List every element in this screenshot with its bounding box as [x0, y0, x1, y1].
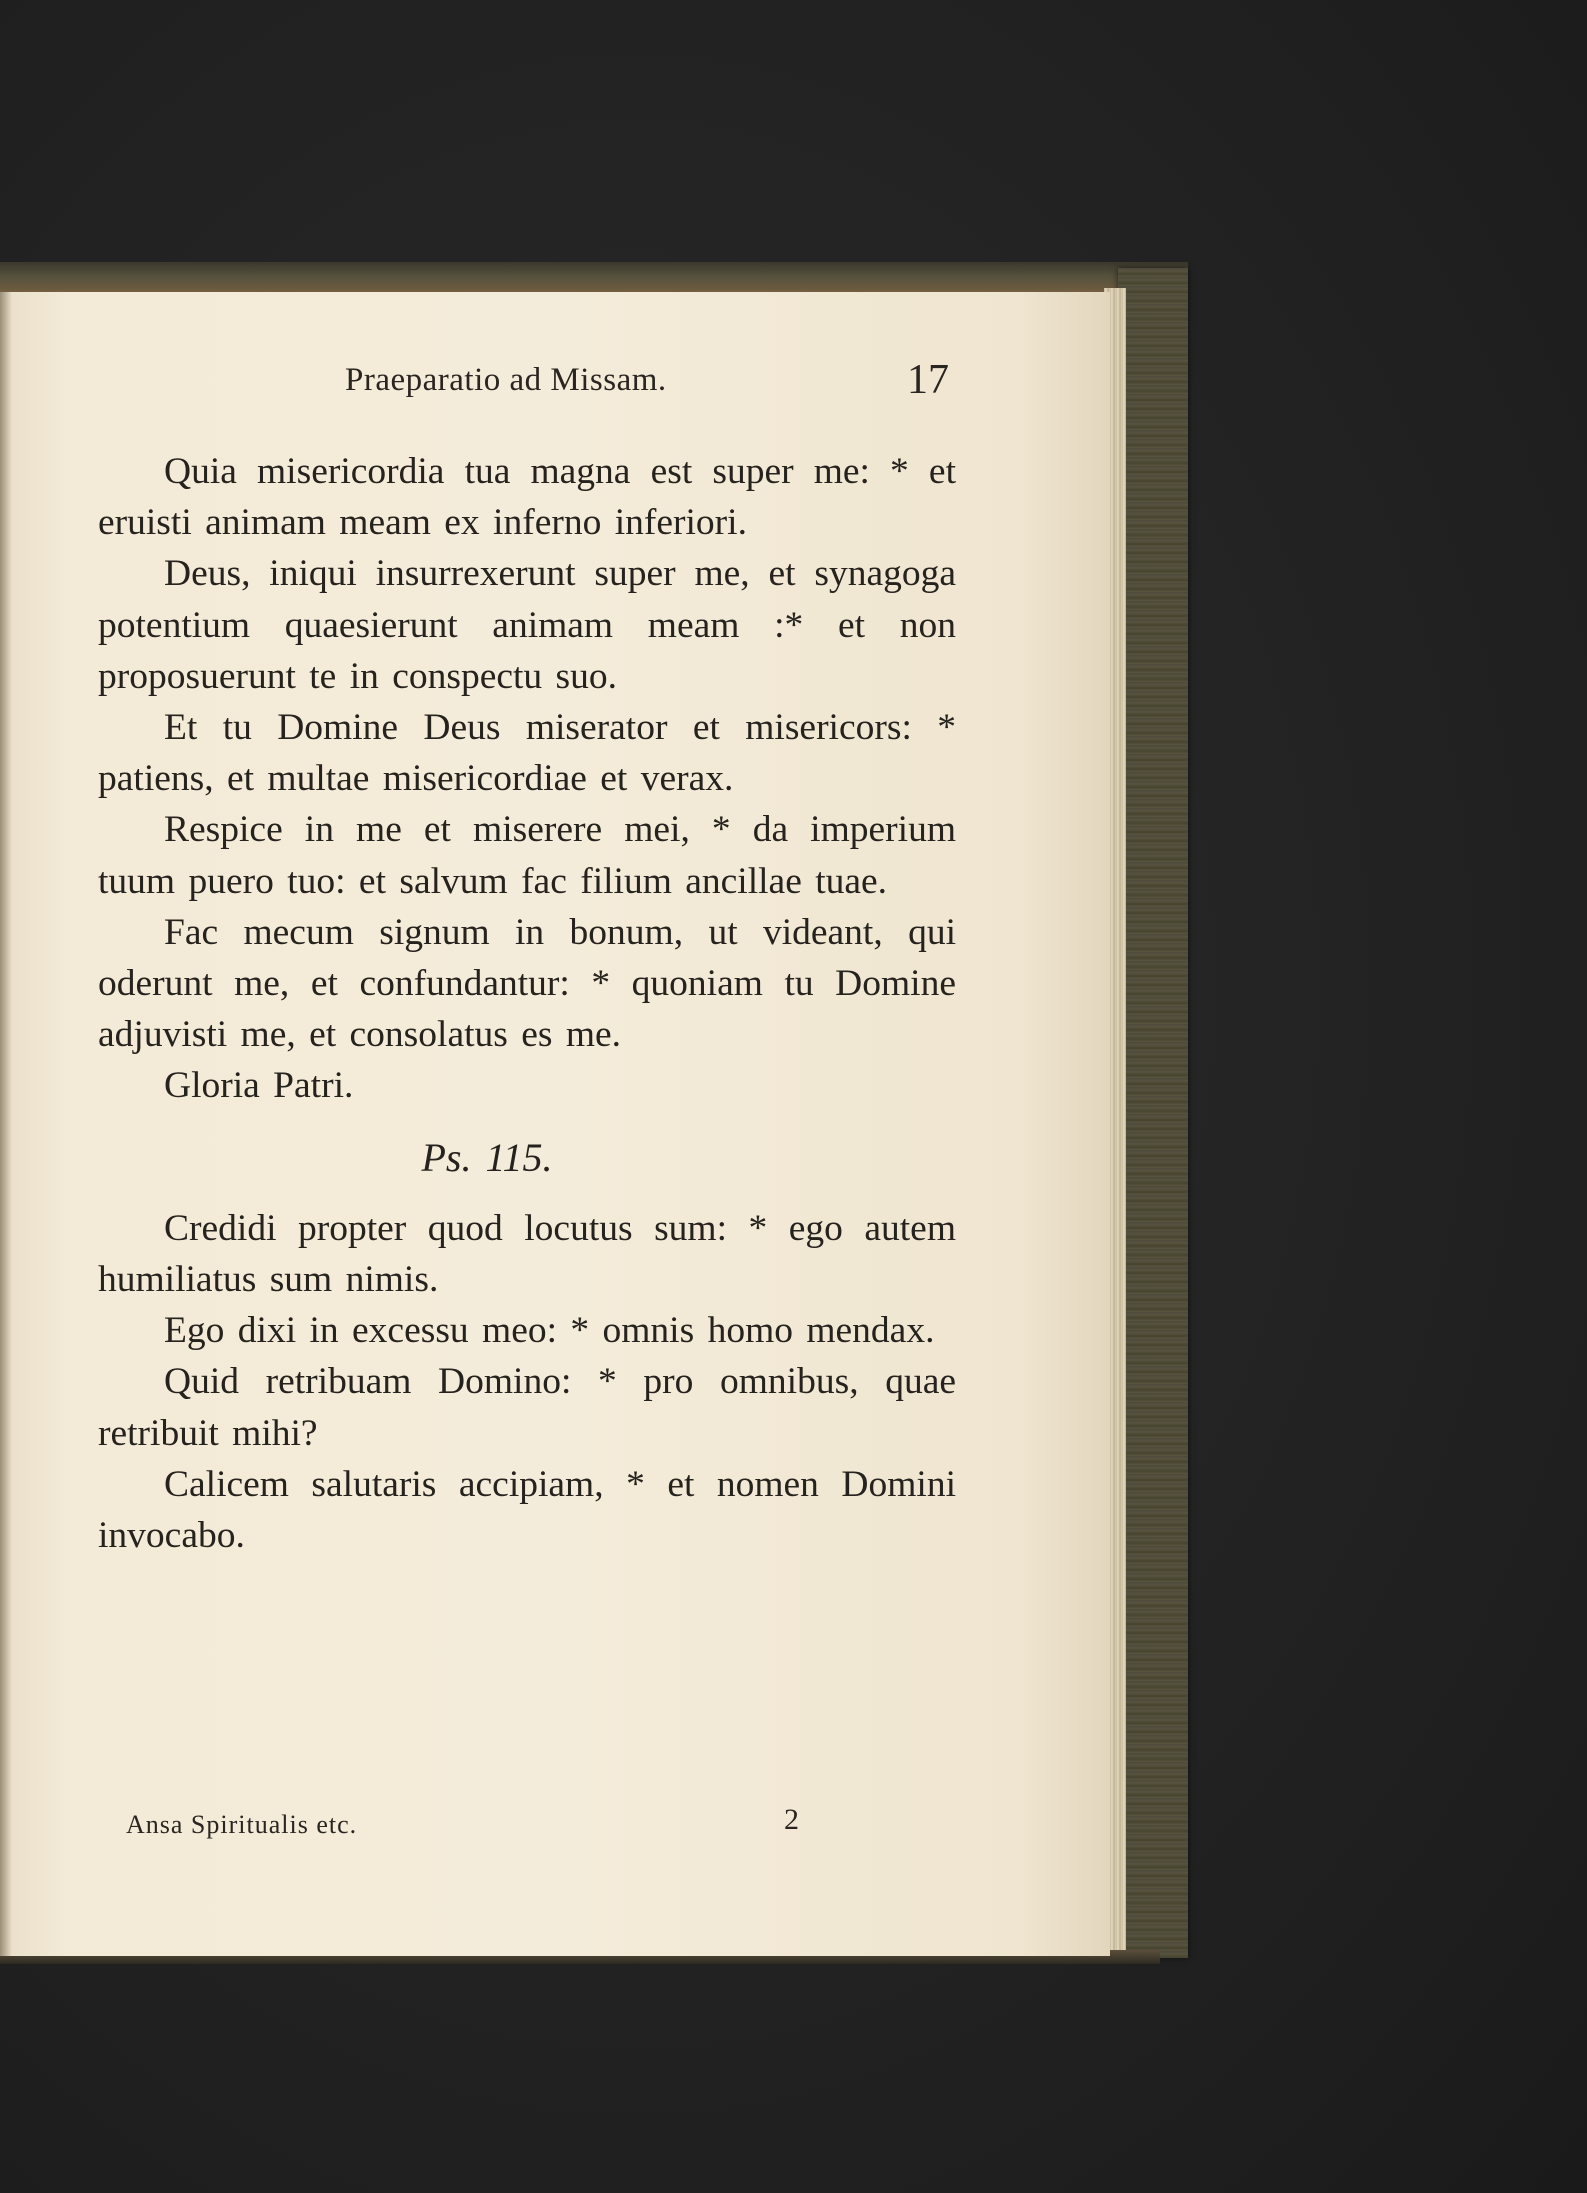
verse: Calicem salutaris accipiam, * et nomen Domini invocabo.	[98, 1463, 956, 1557]
page-number: 17	[907, 357, 949, 403]
verse: Deus, iniqui insurrexerunt super me, et synagoga potentium quaesierunt animam meam :* et non proposuerunt te in conspectu suo.	[98, 553, 956, 697]
body-text	[98, 446, 956, 1561]
verse: Quid retribuam Domino: * pro omnibus, quae retribuit mihi?	[98, 1361, 956, 1454]
psalm-heading: Ps. 115.	[421, 1134, 553, 1180]
verse: Et tu Domine Deus miserator et misericors: * patiens, et multae misericordiae et verax.	[98, 707, 956, 800]
verse: Credidi propter quod locutus sum: * ego autem humiliatus sum nimis.	[98, 1207, 956, 1301]
running-head: Praeparatio ad Missam.	[345, 362, 667, 398]
page-binding-shadow	[0, 292, 12, 1956]
verse-gloria: Gloria Patri.	[164, 1065, 354, 1107]
book-cover-side-edge	[1118, 268, 1188, 1958]
verse: Respice in me et miserere mei, * da imperium tuum puero tuo: et salvum fac filium ancillae tuae.	[98, 809, 956, 902]
verse: Fac mecum signum in bonum, ut videant, qui oderunt me, et confundantur: * quoniam tu Domine adjuvisti me, et consolatus es me.	[98, 911, 956, 1056]
verse: Quia misericordia tua magna est super me: * et eruisti animam meam ex inferno inferiori.	[98, 451, 956, 544]
signature-number: 2	[784, 1803, 799, 1836]
verse: Ego dixi in excessu meo: * omnis homo mendax.	[164, 1310, 935, 1352]
signature-title: Ansa Spiritualis etc.	[126, 1810, 358, 1839]
